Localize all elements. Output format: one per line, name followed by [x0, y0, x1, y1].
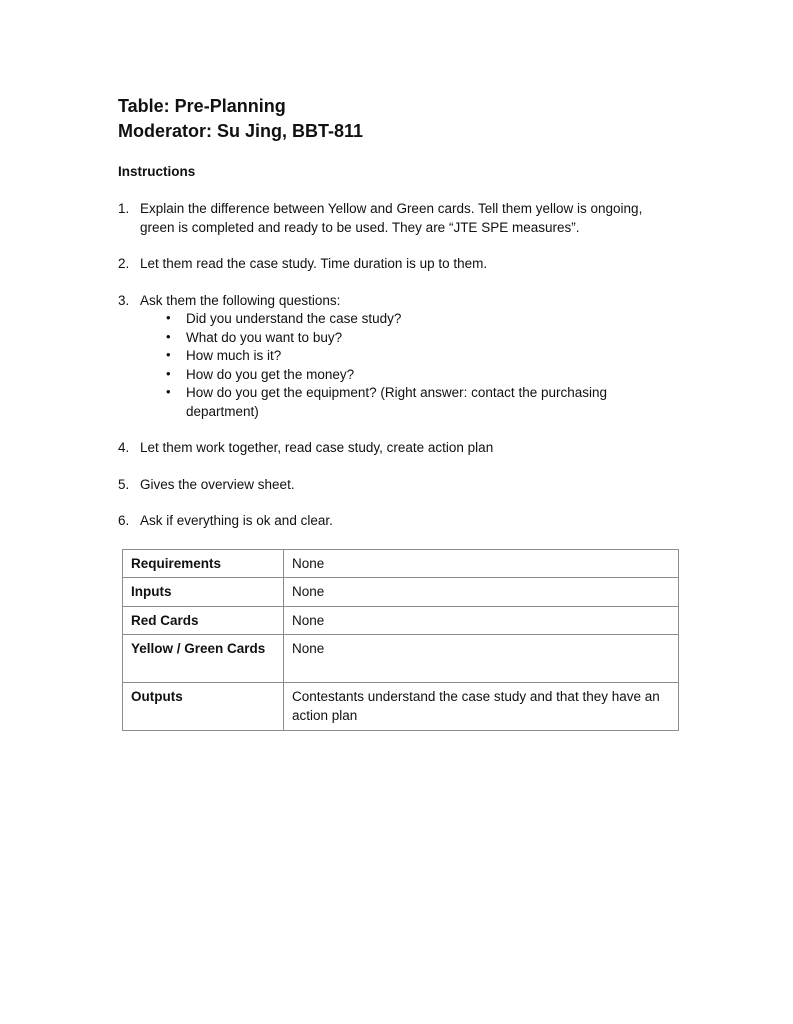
info-table [122, 549, 679, 732]
table-row-value: None [284, 578, 679, 607]
instructions-heading: Instructions [118, 164, 196, 179]
table-row-label: Outputs [123, 683, 284, 731]
question-bullet-item: • How do you get the equipment? (Right answer: contact the purchasing department) [186, 384, 678, 421]
table-row-label: Yellow / Green Cards [123, 635, 284, 683]
instruction-text: Ask if everything is ok and clear. [140, 513, 333, 528]
instruction-text: Explain the difference between Yellow and Green cards. Tell them yellow is ongoing, green is completed and ready to be used. They are “JTE SPE measures”. [140, 201, 643, 235]
table-row-value: None [284, 549, 679, 578]
instruction-number: 1. [118, 201, 130, 216]
table-row-value: None [284, 606, 679, 635]
question-bullet-item: • How much is it? [186, 347, 678, 366]
question-bullet-item: • Did you understand the case study? [186, 310, 678, 329]
document-title [118, 94, 678, 144]
instruction-item [118, 255, 678, 274]
question-bullet-list [140, 310, 678, 421]
table-row [123, 635, 679, 683]
table-row [123, 683, 679, 731]
instructions-list [118, 200, 678, 531]
instruction-number: 2. [118, 256, 130, 271]
title-moderator-line: Moderator: Su Jing, BBT-811 [118, 121, 364, 141]
question-bullet-item: • How do you get the money? [186, 366, 678, 385]
instruction-number: 3. [118, 292, 130, 308]
table-row-label: Inputs [123, 578, 284, 607]
instruction-number: 5. [118, 476, 130, 492]
table-row [123, 549, 679, 578]
instruction-text: Let them read the case study. Time duration is up to them. [140, 256, 488, 271]
instruction-text: Let them work together, read case study, create action plan [140, 440, 494, 455]
table-row [123, 578, 679, 607]
instruction-item [118, 292, 678, 422]
instruction-text: Ask them the following questions: [140, 292, 341, 308]
info-table-body [123, 549, 679, 731]
instruction-text: Gives the overview sheet. [140, 476, 295, 492]
table-row-value: None [284, 635, 679, 683]
question-bullet-item: • What do you want to buy? [186, 329, 678, 348]
instruction-number: 4. [118, 440, 130, 455]
title-table-line: Table: Pre-Planning [118, 96, 286, 116]
table-row [123, 606, 679, 635]
instruction-item [118, 512, 678, 531]
instruction-item [118, 439, 678, 458]
instruction-item [118, 476, 678, 495]
table-row-value: Contestants understand the case study and that they have an action plan [284, 683, 679, 731]
instruction-item [118, 200, 678, 237]
table-row-label: Requirements [123, 549, 284, 578]
table-row-label: Red Cards [123, 606, 284, 635]
instruction-number: 6. [118, 513, 130, 528]
